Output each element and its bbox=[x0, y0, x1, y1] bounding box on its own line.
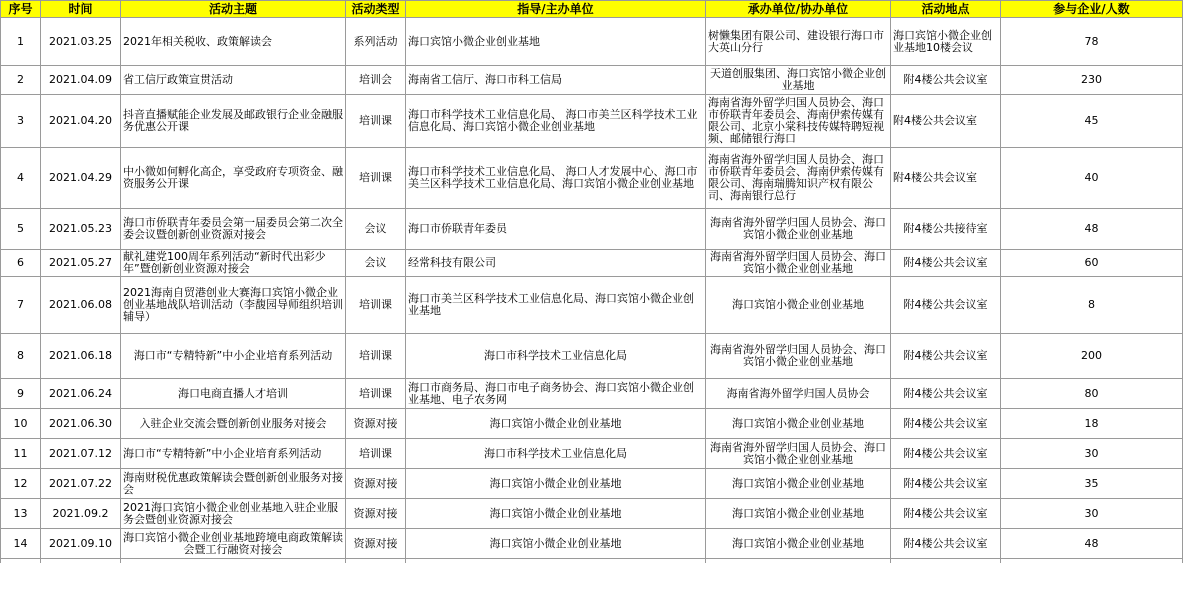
cell-empty[interactable] bbox=[1001, 559, 1183, 564]
cell-count[interactable]: 35 bbox=[1001, 469, 1183, 499]
cell-empty[interactable] bbox=[706, 559, 891, 564]
cell-host[interactable]: 海口宾馆小微企业创业基地 bbox=[406, 18, 706, 66]
col-header-topic[interactable]: 活动主题 bbox=[121, 1, 346, 18]
cell-date[interactable]: 2021.04.29 bbox=[41, 148, 121, 209]
cell-date[interactable]: 2021.05.27 bbox=[41, 250, 121, 277]
cell-topic[interactable]: 海口市“专精特新”中小企业培育系列活动 bbox=[121, 439, 346, 469]
cell-date[interactable]: 2021.03.25 bbox=[41, 18, 121, 66]
col-header-host[interactable]: 指导/主办单位 bbox=[406, 1, 706, 18]
cell-type[interactable]: 会议 bbox=[346, 250, 406, 277]
cell-no[interactable]: 3 bbox=[1, 95, 41, 148]
cell-host[interactable]: 海口市科学技术工业信息化局、 海口市美兰区科学技术工业信息化局、海口宾馆小微企业创业基地 bbox=[406, 95, 706, 148]
table-row bbox=[1, 379, 1183, 409]
table-row bbox=[1, 209, 1183, 250]
cell-count[interactable]: 30 bbox=[1001, 439, 1183, 469]
cell-no[interactable]: 4 bbox=[1, 148, 41, 209]
cell-co-organizer[interactable]: 海口宾馆小微企业创业基地 bbox=[706, 499, 891, 529]
cell-count[interactable]: 80 bbox=[1001, 379, 1183, 409]
cell-count[interactable]: 40 bbox=[1001, 148, 1183, 209]
cell-count[interactable]: 230 bbox=[1001, 66, 1183, 95]
cell-no[interactable]: 2 bbox=[1, 66, 41, 95]
cell-co-organizer[interactable]: 海南省海外留学归国人员协会、海口市侨联青年委员会、海南伊索传媒有限公司、北京小棠科技传媒特聘短视频、邮储银行海口 bbox=[706, 95, 891, 148]
table-row bbox=[1, 250, 1183, 277]
cell-count[interactable]: 48 bbox=[1001, 529, 1183, 559]
cell-date[interactable]: 2021.06.18 bbox=[41, 334, 121, 379]
cell-place[interactable]: 附4楼公共会议室 bbox=[891, 499, 1001, 529]
cell-place[interactable]: 附4楼公共会议室 bbox=[891, 439, 1001, 469]
table-row bbox=[1, 334, 1183, 379]
cell-no[interactable]: 5 bbox=[1, 209, 41, 250]
cell-place[interactable]: 附4楼公共会议室 bbox=[891, 334, 1001, 379]
cell-type[interactable]: 资源对接 bbox=[346, 529, 406, 559]
cell-host[interactable]: 海口市科学技术工业信息化局 bbox=[406, 439, 706, 469]
cell-count[interactable]: 200 bbox=[1001, 334, 1183, 379]
cell-topic[interactable]: 2021年相关税收、政策解读会 bbox=[121, 18, 346, 66]
cell-date[interactable]: 2021.09.2 bbox=[41, 499, 121, 529]
cell-empty[interactable] bbox=[121, 559, 346, 564]
cell-date[interactable]: 2021.06.30 bbox=[41, 409, 121, 439]
cell-type[interactable]: 培训课 bbox=[346, 379, 406, 409]
cell-co-organizer[interactable]: 海南省海外留学归国人员协会、海口宾馆小微企业创业基地 bbox=[706, 250, 891, 277]
cell-type[interactable]: 培训会 bbox=[346, 66, 406, 95]
col-header-type[interactable]: 活动类型 bbox=[346, 1, 406, 18]
cell-type[interactable]: 资源对接 bbox=[346, 499, 406, 529]
cell-count[interactable]: 48 bbox=[1001, 209, 1183, 250]
cell-host[interactable]: 海南省工信厅、海口市科工信局 bbox=[406, 66, 706, 95]
cell-place[interactable]: 附4楼公共接待室 bbox=[891, 209, 1001, 250]
cell-topic[interactable]: 海南财税优惠政策解读会暨创新创业服务对接会 bbox=[121, 469, 346, 499]
col-header-co-organizer[interactable]: 承办单位/协办单位 bbox=[706, 1, 891, 18]
col-header-no[interactable]: 序号 bbox=[1, 1, 41, 18]
cell-host[interactable]: 海口宾馆小微企业创业基地 bbox=[406, 469, 706, 499]
cell-no[interactable]: 14 bbox=[1, 529, 41, 559]
table-row bbox=[1, 499, 1183, 529]
cell-no[interactable]: 12 bbox=[1, 469, 41, 499]
table-row-partial bbox=[1, 559, 1183, 564]
table-row bbox=[1, 95, 1183, 148]
cell-co-organizer[interactable]: 海南省海外留学归国人员协会、海口宾馆小微企业创业基地 bbox=[706, 334, 891, 379]
cell-host[interactable]: 经常科技有限公司 bbox=[406, 250, 706, 277]
cell-topic[interactable]: 2021海南自贸港创业大赛海口宾馆小微企业创业基地战队培训活动（李馥园导师组织培训辅导） bbox=[121, 277, 346, 334]
header-row bbox=[1, 1, 1183, 18]
cell-place[interactable]: 附4楼公共会议室 bbox=[891, 469, 1001, 499]
cell-host[interactable]: 海口市科学技术工业信息化局、 海口人才发展中心、海口市美兰区科学技术工业信息化局、海口宾馆小微企业创业基地 bbox=[406, 148, 706, 209]
cell-host[interactable]: 海口市科学技术工业信息化局 bbox=[406, 334, 706, 379]
cell-co-organizer[interactable]: 海口宾馆小微企业创业基地 bbox=[706, 529, 891, 559]
cell-no[interactable]: 11 bbox=[1, 439, 41, 469]
cell-place[interactable]: 附4楼公共会议室 bbox=[891, 529, 1001, 559]
cell-place[interactable]: 附4楼公共会议室 bbox=[891, 379, 1001, 409]
cell-count[interactable]: 45 bbox=[1001, 95, 1183, 148]
cell-topic[interactable]: 中小微如何孵化高企，享受政府专项资金、融资服务公开课 bbox=[121, 148, 346, 209]
cell-count[interactable]: 78 bbox=[1001, 18, 1183, 66]
cell-host[interactable]: 海口市侨联青年委员 bbox=[406, 209, 706, 250]
cell-topic[interactable]: 海口市“专精特新”中小企业培育系列活动 bbox=[121, 334, 346, 379]
cell-topic[interactable]: 省工信厅政策宣贯活动 bbox=[121, 66, 346, 95]
cell-no[interactable]: 6 bbox=[1, 250, 41, 277]
cell-place[interactable]: 附4楼公共会议室 bbox=[891, 66, 1001, 95]
table-row bbox=[1, 529, 1183, 559]
cell-empty[interactable] bbox=[406, 559, 706, 564]
cell-place[interactable]: 附4楼公共会议室 bbox=[891, 250, 1001, 277]
cell-date[interactable]: 2021.07.12 bbox=[41, 439, 121, 469]
cell-co-organizer[interactable]: 海口宾馆小微企业创业基地 bbox=[706, 277, 891, 334]
cell-date[interactable]: 2021.06.24 bbox=[41, 379, 121, 409]
cell-host[interactable]: 海口市商务局、海口市电子商务协会、海口宾馆小微企业创业基地、电子农务网 bbox=[406, 379, 706, 409]
cell-no[interactable]: 9 bbox=[1, 379, 41, 409]
cell-place[interactable]: 海口宾馆小微企业创业基地10楼会议 bbox=[891, 18, 1001, 66]
table-row bbox=[1, 148, 1183, 209]
cell-count[interactable]: 8 bbox=[1001, 277, 1183, 334]
cell-co-organizer[interactable]: 海南省海外留学归国人员协会、海口宾馆小微企业创业基地 bbox=[706, 209, 891, 250]
cell-co-organizer[interactable]: 天道创服集团、海口宾馆小微企业创业基地 bbox=[706, 66, 891, 95]
cell-empty[interactable] bbox=[1, 559, 41, 564]
table-row bbox=[1, 469, 1183, 499]
cell-type[interactable]: 资源对接 bbox=[346, 409, 406, 439]
cell-type[interactable]: 培训课 bbox=[346, 439, 406, 469]
cell-co-organizer[interactable]: 海南省海外留学归国人员协会 bbox=[706, 379, 891, 409]
cell-date[interactable]: 2021.04.09 bbox=[41, 66, 121, 95]
cell-type[interactable]: 培训课 bbox=[346, 334, 406, 379]
cell-host[interactable]: 海口宾馆小微企业创业基地 bbox=[406, 409, 706, 439]
cell-date[interactable]: 2021.04.20 bbox=[41, 95, 121, 148]
cell-topic[interactable]: 海口电商直播人才培训 bbox=[121, 379, 346, 409]
cell-no[interactable]: 13 bbox=[1, 499, 41, 529]
cell-co-organizer[interactable]: 海口宾馆小微企业创业基地 bbox=[706, 469, 891, 499]
cell-co-organizer[interactable]: 海南省海外留学归国人员协会、海口市侨联青年委员会、海南伊索传媒有限公司、海南瑞腾知识产权有限公司、海南银行总行 bbox=[706, 148, 891, 209]
cell-no[interactable]: 8 bbox=[1, 334, 41, 379]
cell-place[interactable]: 附4楼公共会议室 bbox=[891, 409, 1001, 439]
cell-type[interactable]: 会议 bbox=[346, 209, 406, 250]
cell-co-organizer[interactable]: 海口宾馆小微企业创业基地 bbox=[706, 409, 891, 439]
cell-place[interactable]: 附4楼公共会议室 bbox=[891, 95, 1001, 148]
cell-count[interactable]: 18 bbox=[1001, 409, 1183, 439]
cell-no[interactable]: 7 bbox=[1, 277, 41, 334]
cell-topic[interactable]: 入驻企业交流会暨创新创业服务对接会 bbox=[121, 409, 346, 439]
col-header-date[interactable]: 时间 bbox=[41, 1, 121, 18]
cell-host[interactable]: 海口宾馆小微企业创业基地 bbox=[406, 499, 706, 529]
cell-host[interactable]: 海口市美兰区科学技术工业信息化局、海口宾馆小微企业创业基地 bbox=[406, 277, 706, 334]
cell-type[interactable]: 培训课 bbox=[346, 148, 406, 209]
cell-place[interactable]: 附4楼公共会议室 bbox=[891, 277, 1001, 334]
cell-co-organizer[interactable]: 海南省海外留学归国人员协会、海口宾馆小微企业创业基地 bbox=[706, 439, 891, 469]
cell-topic[interactable]: 献礼建党100周年系列活动“新时代出彩少年”暨创新创业资源对接会 bbox=[121, 250, 346, 277]
cell-date[interactable]: 2021.05.23 bbox=[41, 209, 121, 250]
col-header-count[interactable]: 参与企业/人数 bbox=[1001, 1, 1183, 18]
table-row bbox=[1, 66, 1183, 95]
cell-topic[interactable]: 海口宾馆小微企业创业基地跨境电商政策解读会暨工行融资对接会 bbox=[121, 529, 346, 559]
table-row bbox=[1, 409, 1183, 439]
cell-topic[interactable]: 海口市侨联青年委员会第一届委员会第二次全委会议暨创新创业资源对接会 bbox=[121, 209, 346, 250]
cell-host[interactable]: 海口宾馆小微企业创业基地 bbox=[406, 529, 706, 559]
cell-empty[interactable] bbox=[891, 559, 1001, 564]
table-row bbox=[1, 277, 1183, 334]
cell-type[interactable]: 系列活动 bbox=[346, 18, 406, 66]
cell-type[interactable]: 培训课 bbox=[346, 95, 406, 148]
cell-topic[interactable]: 2021海口宾馆小微企业创业基地入驻企业服务会暨创业资源对接会 bbox=[121, 499, 346, 529]
cell-type[interactable]: 资源对接 bbox=[346, 469, 406, 499]
cell-no[interactable]: 1 bbox=[1, 18, 41, 66]
cell-empty[interactable] bbox=[346, 559, 406, 564]
cell-count[interactable]: 60 bbox=[1001, 250, 1183, 277]
cell-date[interactable]: 2021.07.22 bbox=[41, 469, 121, 499]
cell-date[interactable]: 2021.06.08 bbox=[41, 277, 121, 334]
cell-date[interactable]: 2021.09.10 bbox=[41, 529, 121, 559]
cell-type[interactable]: 培训课 bbox=[346, 277, 406, 334]
cell-topic[interactable]: 抖音直播赋能企业发展及邮政银行企业金融服务优惠公开课 bbox=[121, 95, 346, 148]
cell-no[interactable]: 10 bbox=[1, 409, 41, 439]
cell-co-organizer[interactable]: 树懒集团有限公司、建设银行海口市大英山分行 bbox=[706, 18, 891, 66]
table-row bbox=[1, 18, 1183, 66]
col-header-place[interactable]: 活动地点 bbox=[891, 1, 1001, 18]
table-row bbox=[1, 439, 1183, 469]
cell-place[interactable]: 附4楼公共会议室 bbox=[891, 148, 1001, 209]
cell-count[interactable]: 30 bbox=[1001, 499, 1183, 529]
cell-empty[interactable] bbox=[41, 559, 121, 564]
